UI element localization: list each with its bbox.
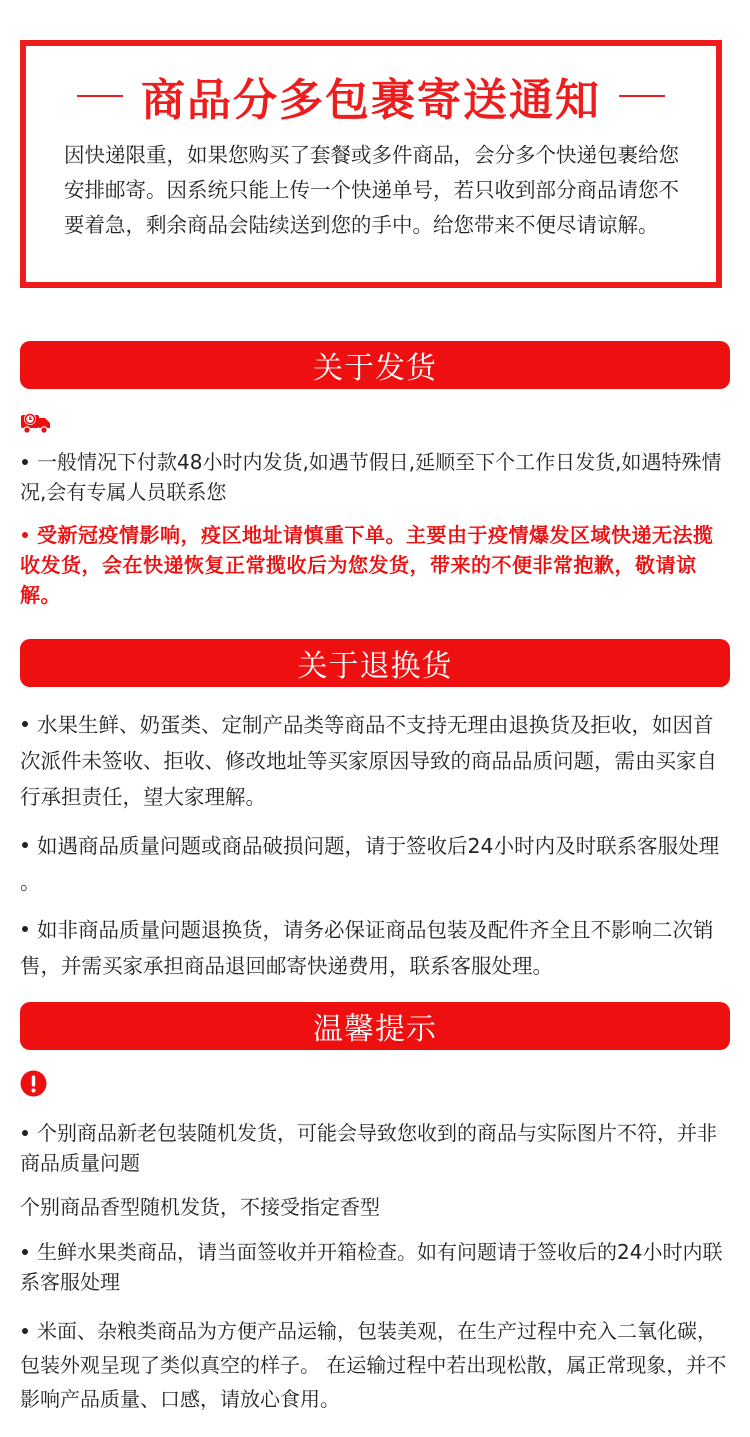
title-dash-right <box>619 95 665 97</box>
shipping-banner <box>20 341 730 389</box>
bullet-dot <box>22 532 28 538</box>
bullet-dot <box>22 1249 28 1255</box>
notice-box <box>20 40 722 288</box>
returns-item-1: 水果生鲜、奶蛋类、定制产品类等商品不支持无理由退换货及拒收，如因首次派件未签收、拒收、修改地址等买家原因导致的商品品质问题，需由买家自行承担责任，望大家理解。 <box>20 713 717 809</box>
tips-heading: 温馨提示 <box>313 1012 437 1047</box>
bullet-dot <box>22 1328 28 1334</box>
tips-item-4: 米面、杂粮类商品为方便产品运输，包装美观，在生产过程中充入二氧化碳，包装外观呈现了类似真空的样子。 在运输过程中若出现松散，属正常现象，并不影响产品质量、口感，请放心食用。 <box>20 1319 727 1411</box>
title-dash-left <box>77 95 123 97</box>
shipping-heading: 关于发货 <box>313 351 437 386</box>
returns-heading: 关于退换货 <box>297 649 453 684</box>
tips-item-2: 个别商品香型随机发货，不接受指定香型 <box>20 1195 380 1219</box>
returns-item-2: 如遇商品质量问题或商品破损问题，请于签收后24小时内及时联系客服处理 。 <box>20 834 720 894</box>
tips-item-3: 生鲜水果类商品，请当面签收并开箱检查。如有问题请于签收后的24小时内联系客服处理 <box>20 1240 723 1294</box>
tips-banner <box>20 1002 730 1050</box>
shipping-item-1: 一般情况下付款48小时内发货,如遇节假日,延顺至下个工作日发货,如遇特殊情况,会有专属人员联系您 <box>20 450 722 504</box>
notice-title-row <box>26 68 716 124</box>
notice-title: 商品分多包裹寄送通知 <box>141 75 601 126</box>
tips-item-1: 个别商品新老包装随机发货，可能会导致您收到的商品与实际图片不符，并非商品质量问题 <box>20 1121 717 1175</box>
bullet-dot <box>22 1130 28 1136</box>
bullet-dot <box>22 459 28 465</box>
notice-body: 因快递限重，如果您购买了套餐或多件商品，会分多个快递包裹给您安排邮寄。因系统只能上传一个快递单号，若只收到部分商品请您不要着急，剩余商品会陆续送到您的手中。给您带来不便尽请谅解。 <box>64 143 679 237</box>
returns-item-3: 如非商品质量问题退换货，请务必保证商品包装及配件齐全且不影响二次销售，并需买家承担商品退回邮寄快递费用，联系客服处理。 <box>20 918 714 978</box>
bullet-dot <box>22 842 28 848</box>
exclamation-icon <box>20 1070 47 1097</box>
returns-banner <box>20 639 730 687</box>
delivery-truck-icon <box>20 409 52 435</box>
shipping-item-2: 受新冠疫情影响，疫区地址请慎重下单。主要由于疫情爆发区域快递无法揽收发货，会在快递恢复正常揽收后为您发货，带来的不便非常抱歉，敬请谅解。 <box>20 523 714 607</box>
bullet-dot <box>22 721 28 727</box>
bullet-dot <box>22 926 28 932</box>
